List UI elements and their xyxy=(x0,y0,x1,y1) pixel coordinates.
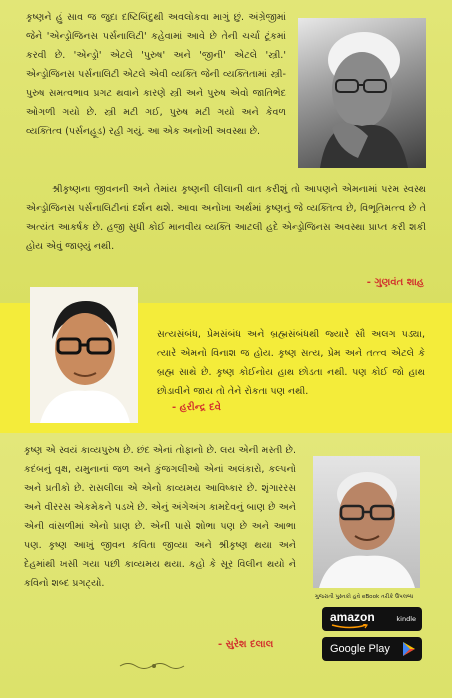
quote-1-paragraph-2: શ્રીકૃષ્ણના જીવનની અને તેમાંય કૃષ્ણની લીલાની વાત કરીશું તો આપણને એમનામાં પરમ સ્વસ્થ એન્ડ્રોજિનસ પર્સનાલિટીનાં દર્શન થશે. આવા અનોખા અર્થમાં કૃષ્ણનું જે વ્યક્તિત્વ છે, વિભૂતિમત્ત્વ છે તે અત્યંત આકર્ષક છે. હજી સુધી કોઈ માનવીય વ્યક્તિ આટલી હદે એન્ડ્રોજિનસ અવસ્થા પ્રાપ્ત કરી શકી હોય એવું જાણ્યું નથી. xyxy=(26,184,426,252)
quote-1-paragraph-1: કૃષ્ણને હું સાવ જ જુદા દષ્ટિબિંદુથી અવલોકવા માગું છું. અંગ્રેજીમાં જેને 'એન્ડ્રોજિનસ પર્સનાલિટી' કહેવામાં આવે છે તેની ચર્ચા ટૂંકમાં કરવી છે. 'એન્ડ્રો' એટલે 'પુરુષ' અને 'જીની' એટલે 'સ્ત્રી.' એન્ડ્રોજિનસ પર્સનાલિટી એટલે એવી વ્યક્તિ જેની વ્યક્તિતામાં સ્ત્રી-પુરુષ સમત્વભાવ પ્રગટ થવાને કારણે સ્ત્રી અને પુરુષ એવો જાતિભેદ ઓગળી ગયો છે. સ્ત્રી મટી ગઈ, પુરુષ મટી ગયો અને કેવળ વ્યક્તિત્વ (પર્સનહૂડ) રહી ગયું. આ એક અનોખી અવસ્થા છે. xyxy=(26,12,286,137)
quote-section-1 xyxy=(0,0,452,303)
portrait-image xyxy=(30,287,138,423)
amazon-kindle-button[interactable] xyxy=(322,607,422,631)
portrait-image xyxy=(298,18,426,168)
author-photo-harindra-dave xyxy=(30,287,138,423)
kindle-label: kindle xyxy=(396,615,416,623)
amazon-smile-icon xyxy=(330,624,370,629)
quote-section-2 xyxy=(0,303,452,433)
decorative-divider-icon xyxy=(118,661,190,671)
quote-1-signature: - ગુણવંત શાહ xyxy=(366,277,424,288)
quote-2-paragraph: સત્યસંબંધ, પ્રેમસંબંધ અને બ્રહ્મસંબંધથી જ્યારે સૌ અલગ પડ્યા, ત્યારે એમનો વિનાશ જ હોય. કૃષ્ણ સત્ય, પ્રેમ અને તત્ત્વ એટલે કે બ્રહ્મ સાથે છે. કૃષ્ણ કોઈનોય હાથ છોડતા નથી. પણ કોઈ જો હાથ છોડાવીને જાય તો તેને રોકતા પણ નથી. xyxy=(157,329,425,397)
ebook-availability-label: ગુજરાતી પુસ્તકો હવે eBook તરીકે ઉપલબ્ધ xyxy=(314,594,414,600)
google-play-label: Google Play xyxy=(330,643,390,655)
amazon-label: amazon xyxy=(330,609,375,624)
quote-3-paragraph: કૃષ્ણ એ સ્વયં કાવ્યપુરુષ છે. છંદ એનાં તોફાનો છે. લય એની મસ્તી છે. કદંબનું વૃક્ષ, યમુનાનાં જળ અને કુંજગલીઓ એનાં અલંકારો, કલ્પનો અને પ્રતીકો છે. રાસલીલા એ એનો કાવ્યમય આવિષ્કાર છે. શૃંગારરસ અને વીરરસ એકમેકને પડખે છે. એનું અંગેઅંગ કામદેવનું બાણ છે અને એની વાંસળીમાં એનો પ્રાણ છે. એની પાસે શોભા પણ છે અને આભા પણ. કૃષ્ણ આખું જીવન કવિતા જીવ્યા અને શ્રીકૃષ્ણ થયા અને દેહમાંથી ખસી ગયા પછી કાવ્યમય થયા. કહો કે સૂર વિલીન થયો ને કવિનો શબ્દ પ્રગટ્યો. xyxy=(24,445,296,589)
play-triangle-icon xyxy=(402,641,416,657)
amazon-logo xyxy=(330,610,375,629)
portrait-image xyxy=(313,456,420,588)
author-photo-gunvant-shah xyxy=(298,18,426,168)
quote-3-signature: - સુરેશ દલાલ xyxy=(218,639,274,650)
google-play-button[interactable] xyxy=(322,637,422,661)
author-photo-suresh-dalal xyxy=(313,456,420,588)
quote-2-signature: - હરીન્દ્ર દવે xyxy=(172,402,221,413)
